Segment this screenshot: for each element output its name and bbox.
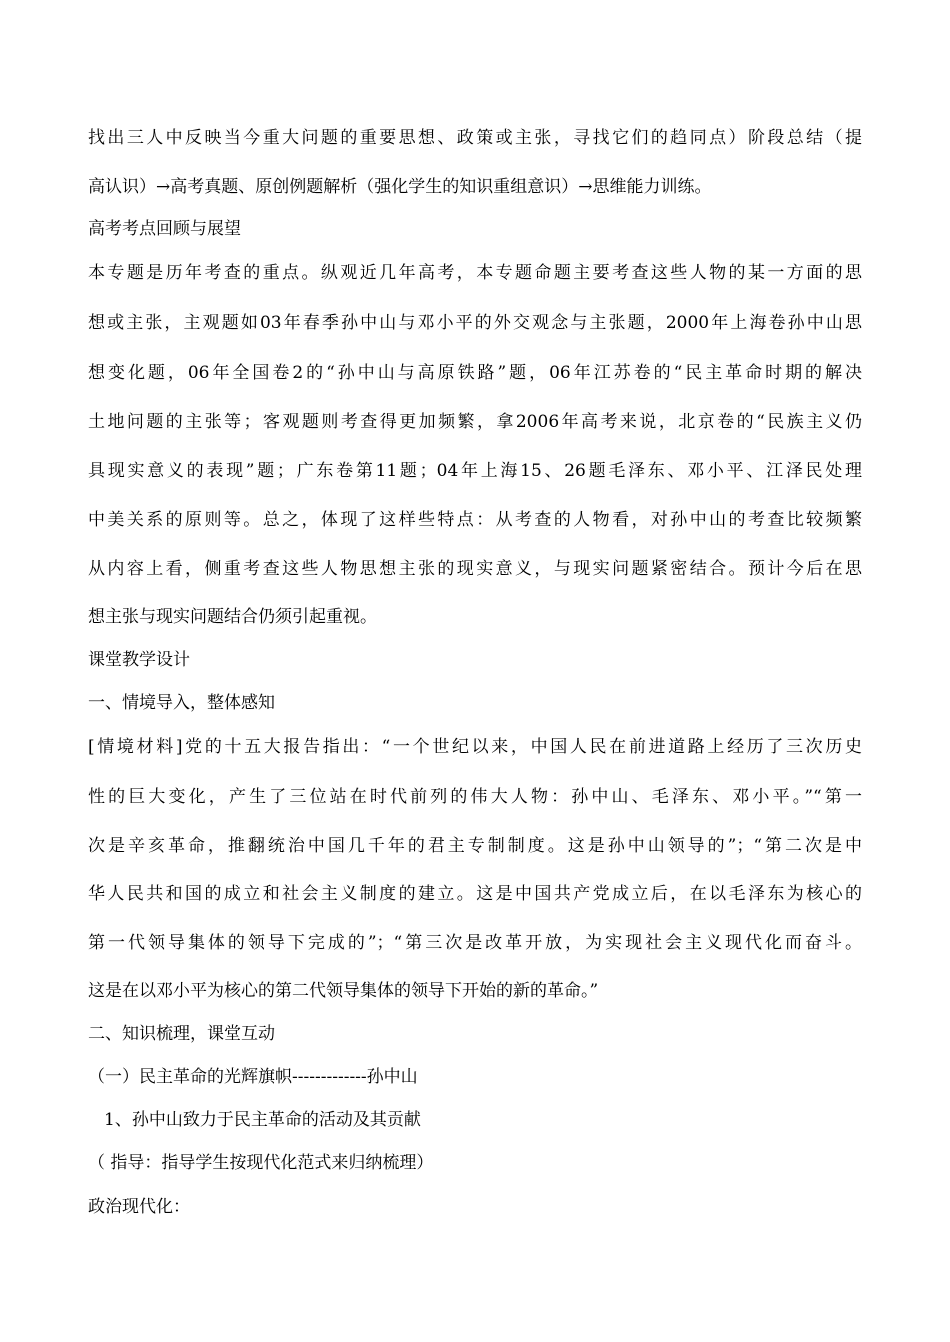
text-line: 想主张与现实问题结合仍须引起重视。 bbox=[88, 607, 377, 627]
text-line: 中美关系的原则等。总之，体现了这样些特点：从考查的人物看，对孙中山的考查比较频繁 bbox=[88, 510, 862, 530]
text-line: 华人民共和国的成立和社会主义制度的建立。这是中国共产党成立后，在以毛泽东为核心的 bbox=[88, 884, 862, 904]
text-line: 本专题是历年考查的重点。纵观近几年高考，本专题命题主要考查这些人物的某一方面的思 bbox=[88, 263, 862, 283]
text-line: [情境材料]党的十五大报告指出：“一个世纪以来，中国人民在前进道路上经历了三次历史 bbox=[88, 737, 862, 757]
text-line: 高认识）→高考真题、原创例题解析（强化学生的知识重组意识）→思维能力训练。 bbox=[88, 177, 712, 197]
section-heading: 一、情境导入，整体感知 bbox=[88, 693, 275, 713]
text-line: 想变化题，06年全国卷2的“孙中山与高原铁路”题，06年江苏卷的“民主革命时期的解决 bbox=[88, 363, 862, 383]
section-heading: 课堂教学设计 bbox=[88, 650, 190, 670]
text-line: 从内容上看，侧重考查这些人物思想主张的现实意义，与现实问题紧密结合。预计今后在思 bbox=[88, 559, 862, 579]
text-line: 想或主张，主观题如03年春季孙中山与邓小平的外交观念与主张题，2000年上海卷孙中山思 bbox=[88, 313, 862, 333]
text-line: 性的巨大变化，产生了三位站在时代前列的伟大人物：孙中山、毛泽东、邓小平。”“第一 bbox=[88, 787, 862, 807]
text-line: 这是在以邓小平为核心的第二代领导集体的领导下开始的新的革命。” bbox=[88, 981, 599, 1001]
guidance-note: （ 指导：指导学生按现代化范式来归纳梳理） bbox=[88, 1153, 434, 1173]
text-line: 具现实意义的表现”题；广东卷第11题；04年上海15、26题毛泽东、邓小平、江泽民处理 bbox=[88, 461, 862, 481]
item-label: 政治现代化： bbox=[88, 1197, 190, 1217]
section-heading: 二、知识梳理，课堂互动 bbox=[88, 1024, 275, 1044]
text-line: 找出三人中反映当今重大问题的重要思想、政策或主张，寻找它们的趋同点）阶段总结（提 bbox=[88, 128, 862, 148]
subsection-heading: （一）民主革命的光辉旗帜-------------孙中山 bbox=[88, 1067, 418, 1087]
text-line: 次是辛亥革命，推翻统治中国几千年的君主专制制度。这是孙中山领导的”；“第二次是中 bbox=[88, 836, 862, 856]
item-heading: 1、孙中山致力于民主革命的活动及其贡献 bbox=[104, 1110, 421, 1130]
text-line: 土地问题的主张等；客观题则考查得更加频繁，拿2006年高考来说，北京卷的“民族主义仍 bbox=[88, 412, 862, 432]
text-line: 第一代领导集体的领导下完成的”；“第三次是改革开放，为实现社会主义现代化而奋斗。 bbox=[88, 933, 862, 953]
section-heading: 高考考点回顾与展望 bbox=[88, 219, 241, 239]
